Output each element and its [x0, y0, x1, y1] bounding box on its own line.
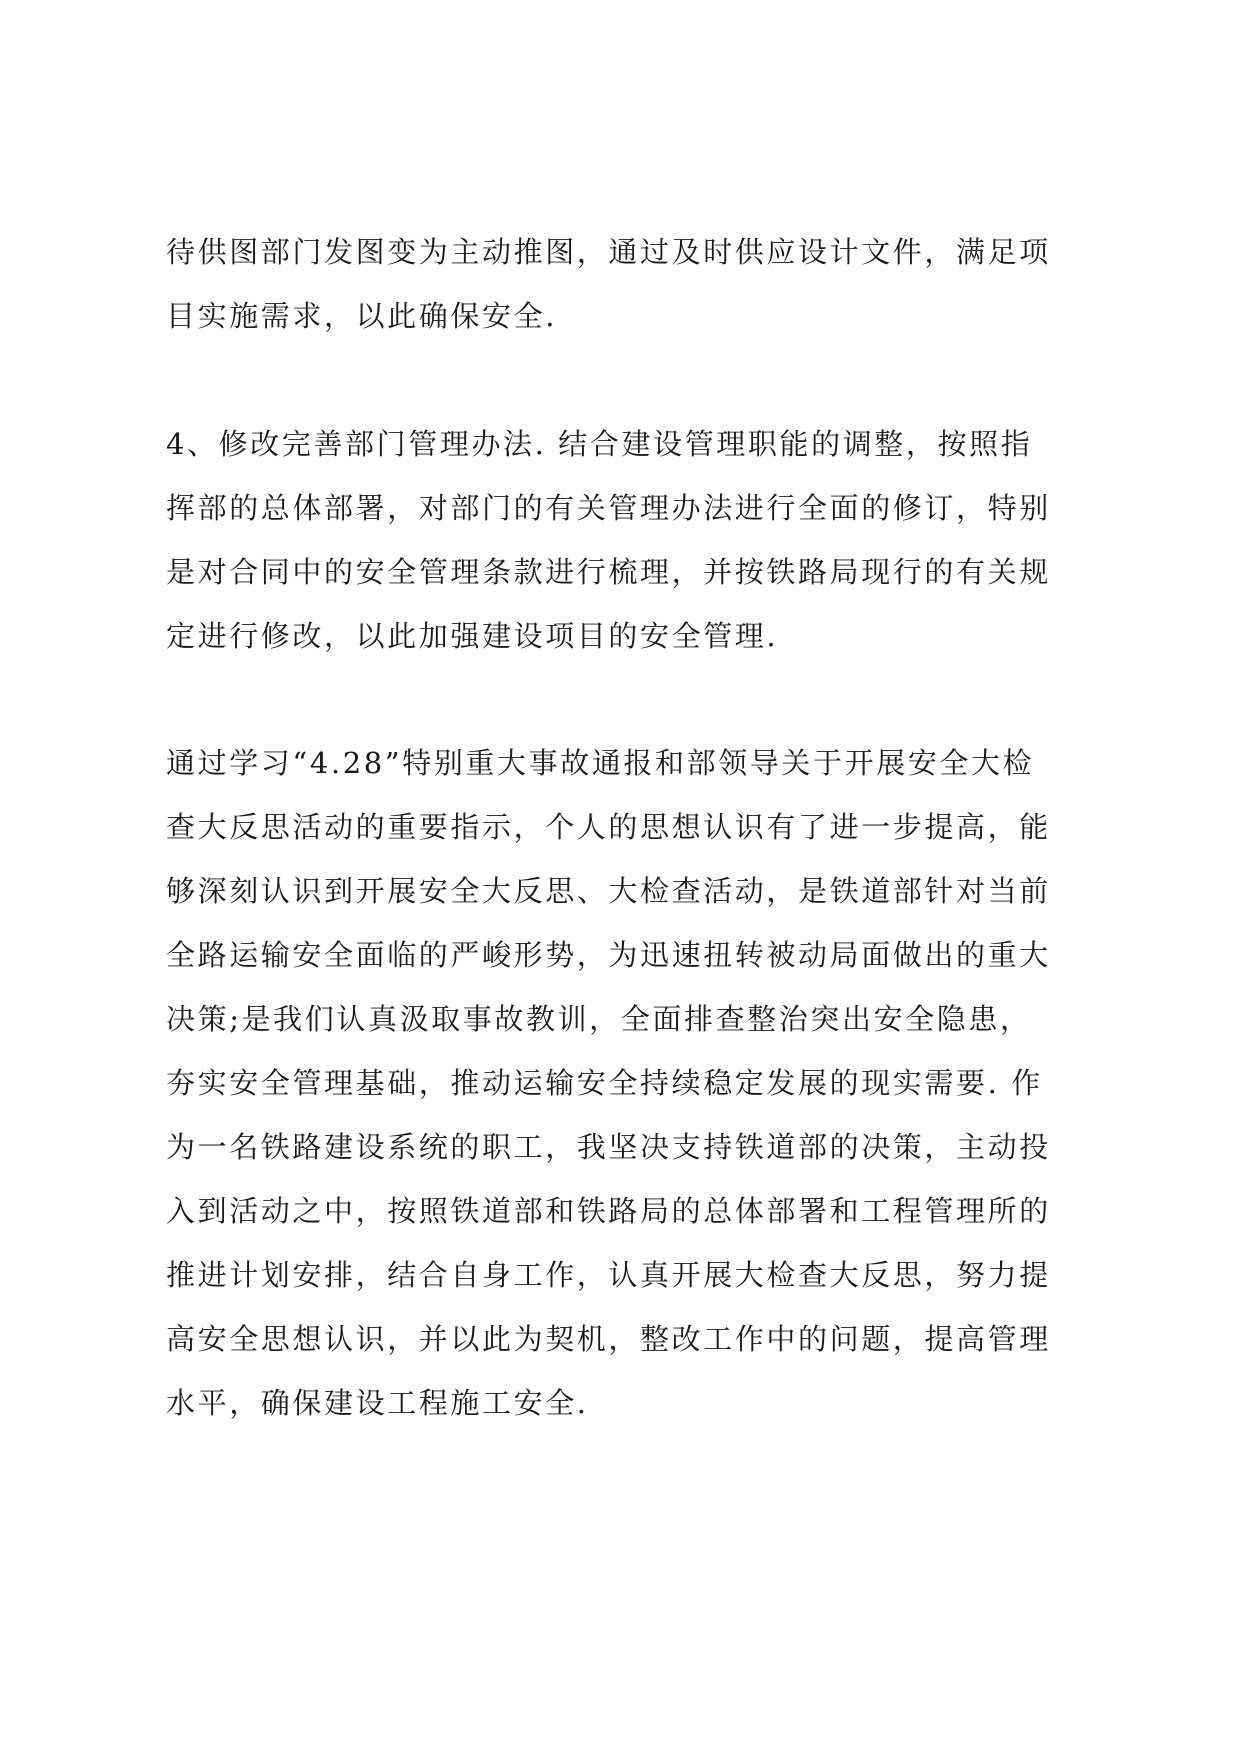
text-line: 挥部的总体部署，对部门的有关管理办法进行全面的修订，特别: [166, 491, 1051, 525]
text-line: 高安全思想认识，并以此为契机，整改工作中的问题，提高管理: [166, 1322, 1051, 1356]
text-line: 目实施需求，以此确保安全.: [166, 299, 558, 333]
text-line: 推进计划安排，结合自身工作，认真开展大检查大反思，努力提: [166, 1258, 1051, 1292]
text-line: 水平，确保建设工程施工安全.: [166, 1386, 589, 1420]
text-line: 是对合同中的安全管理条款进行梳理，并按铁路局现行的有关规: [166, 555, 1051, 589]
text-line: 全路运输安全面临的严峻形势，为迅速扭转被动局面做出的重大: [166, 938, 1051, 972]
text-line: 查大反思活动的重要指示，个人的思想认识有了进一步提高，能: [166, 810, 1051, 844]
text-line: 待供图部门发图变为主动推图，通过及时供应设计文件，满足项: [166, 235, 1051, 269]
text-line: 决策;是我们认真汲取事故教训，全面排查整治突出安全隐患，: [166, 1002, 1032, 1036]
text-line: 通过学习“4.28”特别重大事故通报和部领导关于开展安全大检: [166, 746, 1035, 780]
text-line: 定进行修改，以此加强建设项目的安全管理.: [166, 619, 779, 653]
text-line: 4、修改完善部门管理办法. 结合建设管理职能的调整，按照指: [166, 427, 1033, 461]
paragraph-reflection-summary: [166, 731, 1096, 1435]
paragraph-management-measures: [166, 412, 1096, 668]
text-line: 够深刻认识到开展安全大反思、大检查活动，是铁道部针对当前: [166, 874, 1051, 908]
text-line: 夯实安全管理基础，推动运输安全持续稳定发展的现实需要. 作: [166, 1066, 1043, 1100]
paragraph-design-documents: [166, 220, 1096, 348]
text-line: 入到活动之中，按照铁道部和铁路局的总体部署和工程管理所的: [166, 1194, 1051, 1228]
text-line: 为一名铁路建设系统的职工，我坚决支持铁道部的决策，主动投: [166, 1130, 1051, 1164]
